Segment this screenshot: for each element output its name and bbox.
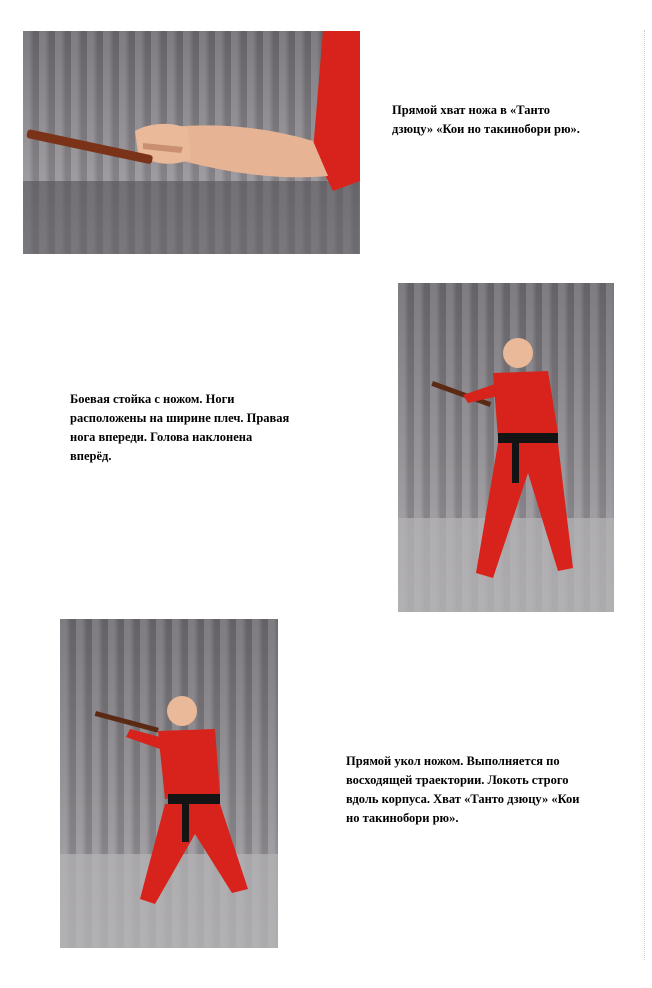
knife-grip-caption: Прямой хват ножа в «Танто дзюцу» «Кои но такинобори рю».: [392, 103, 580, 136]
straight-stab-caption: Прямой укол ножом. Выполняется по восходящей траектории. Локоть строго вдоль корпуса. Хват «Танто дзюцу» «Кои но такинобори рю».: [346, 754, 580, 825]
fighting-stance-caption: Боевая стойка с ножом. Ноги расположены на ширине плеч. Правая нога впереди. Голова наклонена вперёд.: [70, 392, 290, 463]
fighting-stance-photo: [398, 283, 614, 612]
straight-stab-photo: [60, 619, 278, 948]
knife-grip-photo: [23, 31, 360, 254]
page-edge-guide: [644, 30, 645, 960]
